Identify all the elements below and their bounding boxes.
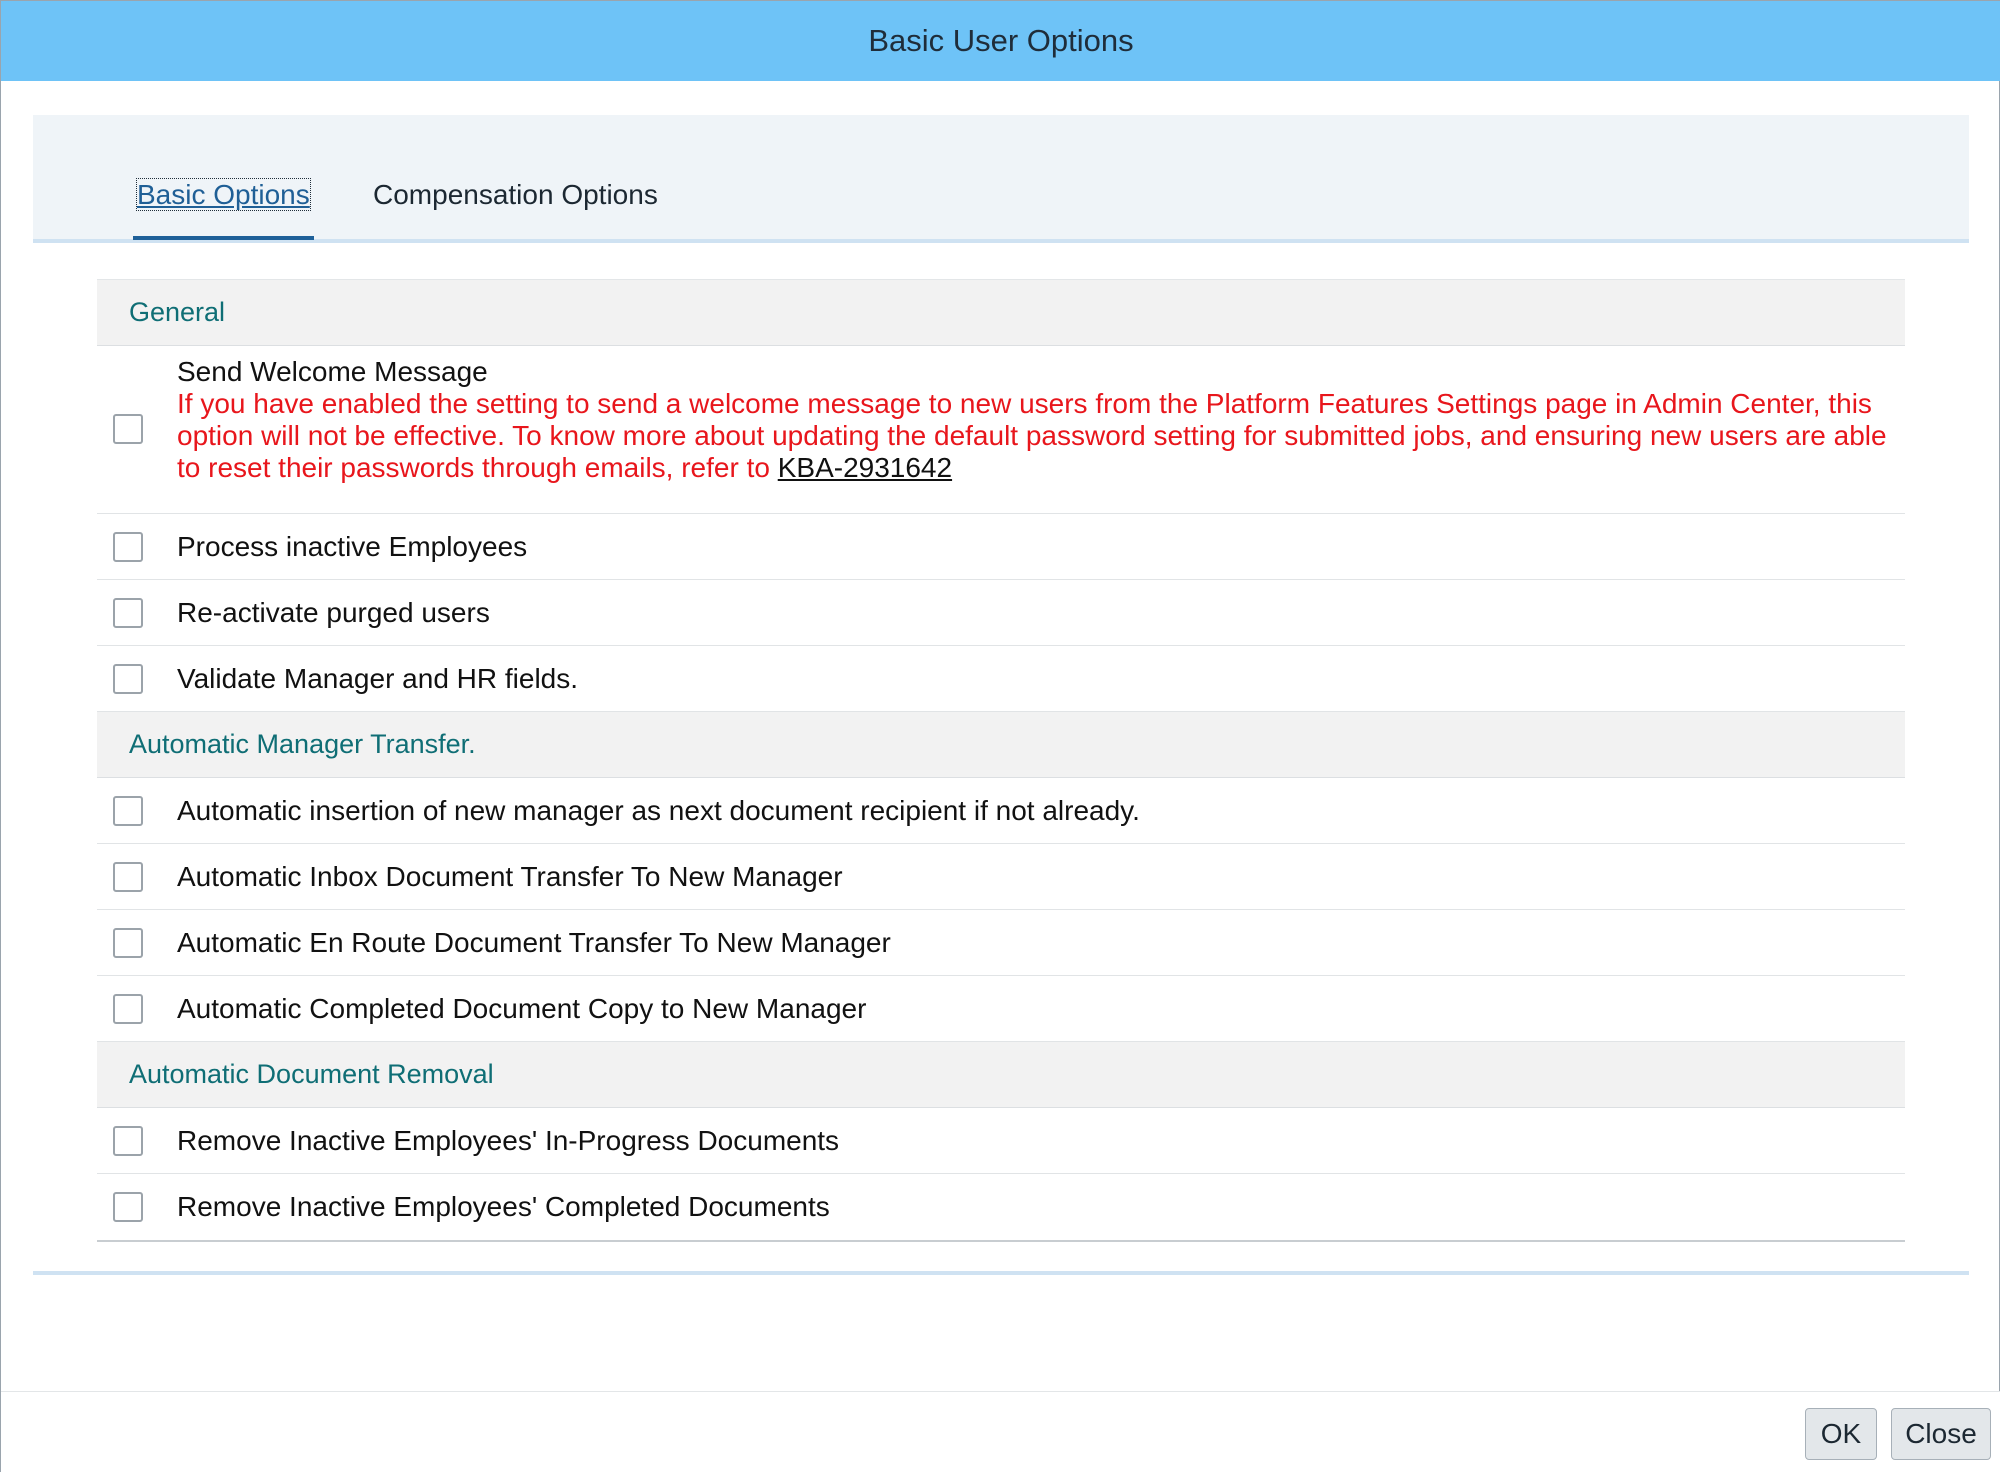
option-label: Remove Inactive Employees' Completed Documents [177, 1191, 830, 1222]
option-row-auto-insert-manager [97, 778, 1905, 844]
tab-basic-options-label: Basic Options [137, 179, 310, 210]
checkbox-remove-in-progress-docs[interactable] [113, 1126, 143, 1156]
section-header-automatic-document-removal [97, 1042, 1905, 1108]
option-row-send-welcome-message [97, 346, 1905, 514]
ok-button[interactable]: OK [1805, 1408, 1877, 1460]
close-button[interactable]: Close [1891, 1408, 1991, 1460]
content-divider [33, 1271, 1969, 1275]
section-title: General [129, 297, 226, 327]
option-label: Automatic En Route Document Transfer To New Manager [177, 926, 891, 958]
dialog-footer [1, 1391, 2000, 1472]
options-list [97, 279, 1905, 1242]
checkbox-auto-inbox-transfer[interactable] [113, 862, 143, 892]
tab-basic-options[interactable] [133, 177, 314, 240]
welcome-message-warning [177, 388, 1897, 484]
option-label: Send Welcome Message [177, 356, 488, 387]
option-label: Automatic Inbox Document Transfer To New Manager [177, 860, 843, 892]
dialog-title: Basic User Options [868, 23, 1134, 58]
checkbox-auto-insert-manager[interactable] [113, 796, 143, 826]
checkbox-remove-completed-docs[interactable] [113, 1192, 143, 1222]
kba-link[interactable]: KBA-2931642 [777, 452, 953, 483]
checkbox-auto-completed-copy[interactable] [113, 994, 143, 1024]
checkbox-auto-en-route-transfer[interactable] [113, 928, 143, 958]
option-row-auto-completed-copy [97, 976, 1905, 1042]
option-label: Remove Inactive Employees' In-Progress Documents [177, 1124, 840, 1156]
checkbox-validate-manager-hr[interactable] [113, 664, 143, 694]
option-text-block [177, 356, 1897, 484]
option-row-auto-inbox-transfer [97, 844, 1905, 910]
checkbox-process-inactive-employees[interactable] [113, 532, 143, 562]
option-label: Validate Manager and HR fields. [177, 662, 579, 694]
section-header-automatic-manager-transfer [97, 712, 1905, 778]
option-label: Automatic insertion of new manager as next document recipient if not already. [177, 794, 1140, 826]
option-row-remove-completed-docs [97, 1174, 1905, 1240]
option-label: Re-activate purged users [177, 596, 490, 628]
section-title: Automatic Document Removal [129, 1059, 494, 1089]
warning-text: If you have enabled the setting to send a welcome message to new users from the Platform Features Settings page in Admin Center, this option will not be effective. To know more about updating the default password setting for submitted jobs, and ensuring new users are able to reset their passwords through emails, refer to [177, 388, 1887, 483]
section-header-general [97, 280, 1905, 346]
option-row-auto-en-route-transfer [97, 910, 1905, 976]
tab-bar [33, 115, 1969, 243]
option-label: Automatic Completed Document Copy to New Manager [177, 992, 867, 1024]
option-row-remove-in-progress-docs [97, 1108, 1905, 1174]
option-row-reactivate-purged-users [97, 580, 1905, 646]
checkbox-reactivate-purged-users[interactable] [113, 598, 143, 628]
tab-compensation-options-label: Compensation Options [373, 179, 658, 210]
checkbox-send-welcome-message[interactable] [113, 414, 143, 444]
dialog-titlebar [1, 1, 2000, 81]
section-title: Automatic Manager Transfer. [129, 729, 476, 759]
tab-compensation-options[interactable] [369, 177, 662, 236]
option-row-process-inactive-employees [97, 514, 1905, 580]
option-label: Process inactive Employees [177, 530, 528, 562]
option-row-validate-manager-hr [97, 646, 1905, 712]
